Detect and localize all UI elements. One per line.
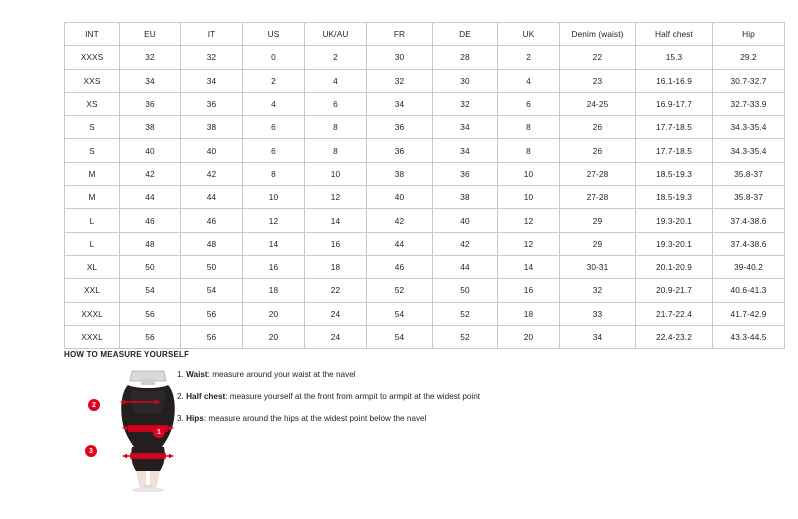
- table-row: [65, 279, 785, 302]
- table-cell: 50: [120, 255, 181, 278]
- table-cell: 16: [305, 232, 367, 255]
- table-cell: 40.6-41.3: [713, 279, 785, 302]
- table-cell: 20.1-20.9: [636, 255, 713, 278]
- table-cell: 15.3: [636, 46, 713, 69]
- table-cell: 40: [433, 209, 498, 232]
- table-cell: 16.9-17.7: [636, 92, 713, 115]
- table-cell: 2: [305, 46, 367, 69]
- table-cell: S: [65, 139, 120, 162]
- column-header: Denim (waist): [560, 23, 636, 46]
- table-cell: 52: [367, 279, 433, 302]
- table-cell: 14: [243, 232, 305, 255]
- table-cell: 50: [433, 279, 498, 302]
- table-cell: 16.1-16.9: [636, 69, 713, 92]
- table-cell: 46: [181, 209, 243, 232]
- table-cell: 21.7-22.4: [636, 302, 713, 325]
- table-cell: 56: [181, 302, 243, 325]
- table-cell: 35.8-37: [713, 186, 785, 209]
- table-cell: 29: [560, 232, 636, 255]
- table-cell: 54: [181, 279, 243, 302]
- table-cell: 24: [305, 325, 367, 348]
- table-cell: XXXL: [65, 325, 120, 348]
- table-cell: 46: [120, 209, 181, 232]
- table-cell: 16: [498, 279, 560, 302]
- table-row: [65, 92, 785, 115]
- table-cell: L: [65, 209, 120, 232]
- table-cell: 34: [181, 69, 243, 92]
- table-row: [65, 255, 785, 278]
- table-cell: 32: [181, 46, 243, 69]
- column-header: Half chest: [636, 23, 713, 46]
- table-cell: 44: [433, 255, 498, 278]
- column-header: UK: [498, 23, 560, 46]
- table-cell: 44: [120, 186, 181, 209]
- table-cell: 2: [243, 69, 305, 92]
- instruction-term: Waist: [186, 370, 208, 379]
- table-row: [65, 69, 785, 92]
- table-cell: 44: [181, 186, 243, 209]
- table-cell: 52: [433, 325, 498, 348]
- measure-marker-3: 3: [85, 445, 97, 457]
- table-cell: 52: [433, 302, 498, 325]
- table-cell: 32: [433, 92, 498, 115]
- table-cell: 38: [120, 116, 181, 139]
- table-cell: 40: [367, 186, 433, 209]
- instruction-item-1: [177, 370, 597, 379]
- table-cell: 10: [305, 162, 367, 185]
- table-cell: 18: [498, 302, 560, 325]
- table-row: [65, 325, 785, 348]
- table-cell: 34.3-35.4: [713, 116, 785, 139]
- table-cell: 30-31: [560, 255, 636, 278]
- table-cell: 50: [181, 255, 243, 278]
- table-cell: 10: [498, 186, 560, 209]
- table-cell: 48: [181, 232, 243, 255]
- table-header-row: [65, 23, 785, 46]
- table-cell: 24-25: [560, 92, 636, 115]
- table-cell: 34.3-35.4: [713, 139, 785, 162]
- table-cell: 35.8-37: [713, 162, 785, 185]
- table-cell: 10: [243, 186, 305, 209]
- table-cell: L: [65, 232, 120, 255]
- instruction-number: 2.: [177, 392, 187, 402]
- table-row: [65, 46, 785, 69]
- table-cell: 37.4-38.6: [713, 232, 785, 255]
- table-cell: 23: [560, 69, 636, 92]
- table-cell: M: [65, 186, 120, 209]
- table-cell: 48: [120, 232, 181, 255]
- table-cell: 8: [498, 116, 560, 139]
- table-cell: 38: [181, 116, 243, 139]
- how-to-measure-title: HOW TO MEASURE YOURSELF: [64, 350, 190, 359]
- table-cell: 18: [243, 279, 305, 302]
- table-cell: 18.5-19.3: [636, 162, 713, 185]
- table-cell: 22: [560, 46, 636, 69]
- table-cell: 40: [120, 139, 181, 162]
- table-cell: 17.7-18.5: [636, 116, 713, 139]
- measure-marker-2: 2: [88, 399, 100, 411]
- table-cell: 33: [560, 302, 636, 325]
- table-cell: XXS: [65, 69, 120, 92]
- table-cell: 38: [367, 162, 433, 185]
- table-cell: 6: [243, 116, 305, 139]
- table-cell: 19.3-20.1: [636, 232, 713, 255]
- table-cell: 8: [243, 162, 305, 185]
- instruction-text: : measure yourself at the front from armpit to armpit at the widest point: [225, 392, 481, 402]
- table-cell: 32: [367, 69, 433, 92]
- instruction-number: 1.: [177, 370, 187, 379]
- table-row: [65, 116, 785, 139]
- table-cell: XL: [65, 255, 120, 278]
- column-header: UK/AU: [305, 23, 367, 46]
- measure-marker-1: 1: [153, 426, 165, 438]
- table-cell: S: [65, 116, 120, 139]
- table-cell: 29: [560, 209, 636, 232]
- table-cell: 42: [367, 209, 433, 232]
- table-cell: 20: [498, 325, 560, 348]
- table-cell: 4: [498, 69, 560, 92]
- table-cell: 54: [367, 325, 433, 348]
- table-cell: 2: [498, 46, 560, 69]
- table-row: [65, 162, 785, 185]
- table-cell: 34: [367, 92, 433, 115]
- table-cell: 32.7-33.9: [713, 92, 785, 115]
- table-cell: 36: [367, 116, 433, 139]
- table-cell: 22: [305, 279, 367, 302]
- column-header: IT: [181, 23, 243, 46]
- table-cell: 14: [305, 209, 367, 232]
- table-cell: 34: [560, 325, 636, 348]
- table-cell: 12: [243, 209, 305, 232]
- table-cell: 30: [367, 46, 433, 69]
- measure-instructions: [177, 370, 597, 436]
- table-cell: 8: [305, 139, 367, 162]
- table-cell: M: [65, 162, 120, 185]
- table-cell: 34: [433, 116, 498, 139]
- table-row: [65, 139, 785, 162]
- table-cell: 56: [120, 325, 181, 348]
- table-cell: 4: [305, 69, 367, 92]
- table-cell: 36: [433, 162, 498, 185]
- table-cell: 44: [367, 232, 433, 255]
- table-row: [65, 232, 785, 255]
- table-cell: 32: [120, 46, 181, 69]
- instruction-item-3: [177, 414, 597, 423]
- table-cell: 36: [181, 92, 243, 115]
- table-cell: 0: [243, 46, 305, 69]
- table-cell: 17.7-18.5: [636, 139, 713, 162]
- column-header: FR: [367, 23, 433, 46]
- column-header: EU: [120, 23, 181, 46]
- table-cell: 54: [120, 279, 181, 302]
- table-cell: 42: [181, 162, 243, 185]
- table-cell: 14: [498, 255, 560, 278]
- table-cell: 28: [433, 46, 498, 69]
- table-cell: 42: [433, 232, 498, 255]
- table-cell: 19.3-20.1: [636, 209, 713, 232]
- table-cell: 34: [120, 69, 181, 92]
- table-cell: 6: [498, 92, 560, 115]
- table-cell: 27-28: [560, 162, 636, 185]
- table-cell: 22.4-23.2: [636, 325, 713, 348]
- table-cell: 36: [120, 92, 181, 115]
- size-chart-container: [64, 22, 767, 349]
- table-cell: 12: [498, 209, 560, 232]
- column-header: US: [243, 23, 305, 46]
- column-header: DE: [433, 23, 498, 46]
- table-cell: 12: [498, 232, 560, 255]
- table-cell: 37.4-38.6: [713, 209, 785, 232]
- instruction-term: Half chest: [186, 392, 226, 402]
- instruction-number: 3.: [177, 414, 187, 424]
- table-cell: 54: [367, 302, 433, 325]
- table-cell: 26: [560, 139, 636, 162]
- table-cell: 36: [367, 139, 433, 162]
- instruction-item-2: [177, 392, 597, 401]
- table-cell: 30: [433, 69, 498, 92]
- table-cell: 40: [181, 139, 243, 162]
- table-cell: 43.3-44.5: [713, 325, 785, 348]
- table-cell: 24: [305, 302, 367, 325]
- table-cell: 8: [498, 139, 560, 162]
- table-cell: 42: [120, 162, 181, 185]
- table-cell: 46: [367, 255, 433, 278]
- table-cell: XS: [65, 92, 120, 115]
- table-cell: XXXS: [65, 46, 120, 69]
- table-cell: XXL: [65, 279, 120, 302]
- instruction-term: Hips: [186, 414, 204, 424]
- table-cell: 26: [560, 116, 636, 139]
- table-cell: 27-28: [560, 186, 636, 209]
- instruction-text: : measure around the hips at the widest point below the navel: [203, 414, 427, 424]
- table-cell: 34: [433, 139, 498, 162]
- table-cell: 39-40.2: [713, 255, 785, 278]
- table-cell: 8: [305, 116, 367, 139]
- table-cell: 29.2: [713, 46, 785, 69]
- instruction-text: : measure around your waist at the navel: [207, 370, 356, 379]
- table-row: [65, 302, 785, 325]
- column-header: Hip: [713, 23, 785, 46]
- table-cell: 6: [305, 92, 367, 115]
- table-row: [65, 186, 785, 209]
- table-cell: 20.9-21.7: [636, 279, 713, 302]
- table-cell: 38: [433, 186, 498, 209]
- table-cell: 41.7-42.9: [713, 302, 785, 325]
- table-cell: 16: [243, 255, 305, 278]
- table-cell: 56: [181, 325, 243, 348]
- table-cell: 30.7-32.7: [713, 69, 785, 92]
- size-chart-table: [64, 22, 785, 349]
- table-cell: 20: [243, 325, 305, 348]
- table-cell: 18.5-19.3: [636, 186, 713, 209]
- table-cell: 10: [498, 162, 560, 185]
- table-cell: 12: [305, 186, 367, 209]
- column-header: INT: [65, 23, 120, 46]
- table-cell: 18: [305, 255, 367, 278]
- table-row: [65, 209, 785, 232]
- table-cell: 6: [243, 139, 305, 162]
- table-cell: 56: [120, 302, 181, 325]
- table-cell: 20: [243, 302, 305, 325]
- table-cell: XXXL: [65, 302, 120, 325]
- table-cell: 4: [243, 92, 305, 115]
- table-cell: 32: [560, 279, 636, 302]
